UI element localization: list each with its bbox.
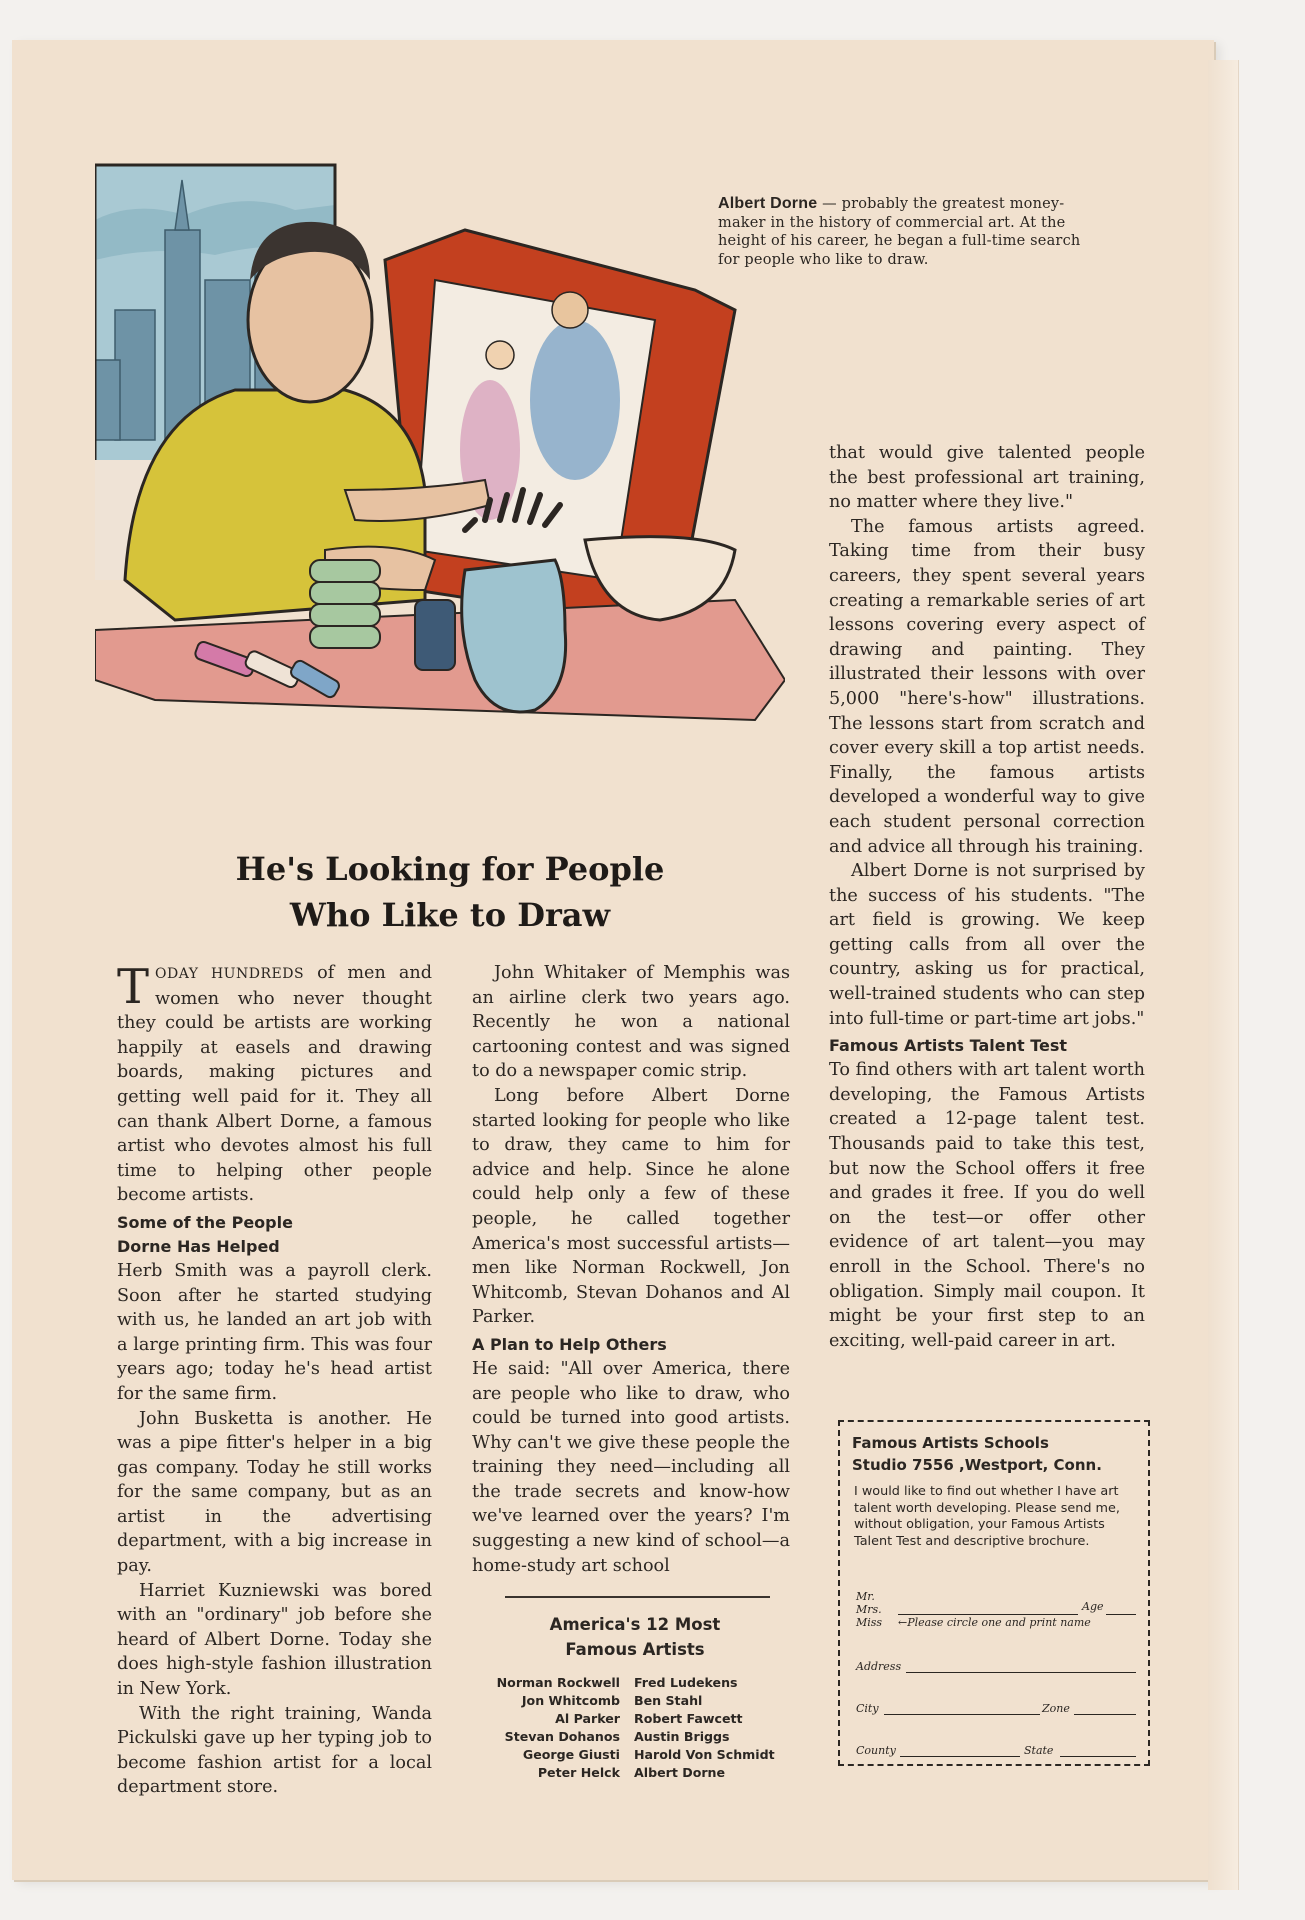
label-zone: Zone [1042, 1702, 1070, 1715]
label-county: County [856, 1744, 896, 1757]
paragraph-continued: that would give talented people the best professional art training, no matter where they live." [829, 443, 1145, 513]
city-field[interactable] [884, 1714, 1040, 1715]
state-field[interactable] [1060, 1756, 1136, 1757]
drop-cap: T [117, 959, 150, 1015]
address-field[interactable] [906, 1672, 1136, 1673]
famous-artists-list [470, 1674, 800, 1782]
artist-name: Norman Rockwell [496, 1675, 620, 1690]
paint-tins [310, 560, 380, 648]
article-column-1 [117, 961, 432, 1800]
coupon-title [852, 1432, 1102, 1476]
list-item [470, 1764, 800, 1782]
label-mr: Mr. [856, 1590, 875, 1603]
label-address: Address [856, 1660, 902, 1673]
paragraph-wanda: With the right training, Wanda Pickulski gave up her typing job to become fashion artist for a local department store. [117, 1703, 432, 1798]
subhead-plan: A Plan to Help Others [472, 1334, 667, 1354]
coupon-title-line-1: Famous Artists Schools [852, 1434, 1049, 1452]
headline [120, 846, 780, 938]
list-item [470, 1728, 800, 1746]
artist-name: Albert Dorne [634, 1765, 726, 1780]
famous-title-line-1: America's 12 Most [549, 1615, 721, 1634]
intro-rest: of men and women who never thought they could be artists are working happily at easels and drawing boards, making pictures and getting well paid for it. They all can thank Albert Dorne, a famous artist who devotes almost his full time to helping other people become artists. [117, 963, 432, 1206]
county-field[interactable] [900, 1756, 1020, 1757]
intro-paragraph [117, 961, 432, 1208]
artist-name: Stevan Dohanos [504, 1729, 620, 1744]
subhead-people-helped-line-2: Dorne Has Helped [117, 1236, 280, 1256]
paragraph-dorne-not-surprised: Albert Dorne is not surprised by the success of his students. "The art field is growing. We keep getting calls from all over the country, asking us for practical, well-trained students who can step into full-time or part-time art jobs." [829, 861, 1145, 1029]
paragraph-long-before: Long before Albert Dorne started looking for people who like to draw, they came to him for advice and help. Since he alone could help only a few of these people, he called together America's most successful artists—men like Norman Rockwell, Jon Whitcomb, Stevan Dohanos and Al Parker. [472, 1085, 790, 1328]
page-edge [1208, 60, 1239, 1890]
artist-name: Al Parker [555, 1711, 620, 1726]
paragraph-john-busketta: John Busketta is another. He was a pipe fitter's helper in a big gas company. Today he still works for the same company, but as an artist in the advertising department, with a big increase in pay. [117, 1408, 432, 1577]
artist-name: Robert Fawcett [634, 1711, 743, 1726]
coupon-title-line-2: Studio 7556 ,Westport, Conn. [852, 1456, 1102, 1474]
artist-illustration [95, 160, 785, 830]
artist-name: George Giusti [522, 1747, 620, 1762]
artist-name: Jon Whitcomb [521, 1693, 620, 1708]
list-item [470, 1674, 800, 1692]
headline-line-1: He's Looking for People [235, 850, 665, 888]
ink-bottle [415, 600, 455, 670]
artist-name: Austin Briggs [634, 1729, 730, 1744]
label-mrs: Mrs. [856, 1603, 882, 1616]
coupon-body: I would like to find out whether I have art talent worth developing. Please send me, without obligation, your Famous Artists Talent Test and descriptive brochure. [854, 1484, 1120, 1549]
subhead-talent-test: Famous Artists Talent Test [829, 1036, 1068, 1056]
mail-coupon[interactable] [838, 1420, 1150, 1766]
paragraph-harriet: Harriet Kuzniewski was bored with an "ordinary" job before she heard of Albert Dorne. Today she does high-style fashion illustration in New York. [117, 1580, 432, 1700]
lead-smallcaps: ODAY HUNDREDS [155, 966, 305, 982]
caption-name: Albert Dorne [718, 195, 818, 212]
famous-artists-title [480, 1612, 790, 1662]
label-city: City [856, 1702, 879, 1715]
artist-name: Harold Von Schmidt [634, 1747, 775, 1762]
list-item [470, 1692, 800, 1710]
caption-text: — probably the greatest money-maker in the history of commercial art. At the height of his career, he began a full-time search for people who like to draw. [718, 196, 1081, 268]
subhead-people-helped-line-1: Some of the People [117, 1212, 293, 1232]
subhead-people-helped [117, 1211, 432, 1259]
label-state: State [1024, 1744, 1054, 1757]
age-field[interactable] [1106, 1614, 1136, 1615]
artist-name: Fred Ludekens [634, 1675, 738, 1690]
headline-line-2: Who Like to Draw [289, 896, 611, 934]
list-item [470, 1710, 800, 1728]
paragraph-herb-smith: Herb Smith was a payroll clerk. Soon after he started studying with us, he landed an art job with a large printing firm. This was four years ago; today he's head artist for the same firm. [117, 1260, 432, 1404]
label-age: Age [1082, 1600, 1104, 1613]
paragraph-he-said: He said: "All over America, there are people who like to draw, who could be turned into good artists. Why can't we give these people the training they need—including all the trade secrets and know-how we've learned over the years? I'm suggesting a new kind of school—a home-study art school [472, 1358, 790, 1576]
divider-rule [505, 1596, 770, 1598]
article-column-2 [472, 961, 790, 1578]
list-item [470, 1746, 800, 1764]
paragraph-john-whitaker: John Whitaker of Memphis was an airline clerk two years ago. Recently he won a national cartooning contest and was signed to do a newspaper comic strip. [472, 963, 790, 1082]
artist-name: Ben Stahl [634, 1693, 703, 1708]
label-miss: Miss [856, 1616, 883, 1629]
illustration-caption [718, 195, 1098, 269]
name-field[interactable] [898, 1614, 1078, 1615]
paragraph-artists-agreed: The famous artists agreed. Taking time from their busy careers, they spent several years creating a remarkable series of art lessons covering every aspect of drawing and painting. They illustrated their lessons with over 5,000 "here's-how" illustrations. The lessons start from scratch and cover every skill a top artist needs. Finally, the famous artists developed a wonderful way to give each student personal correction and advice all through his training. [829, 516, 1145, 857]
artist-name: Peter Helck [537, 1765, 620, 1780]
zone-field[interactable] [1074, 1714, 1136, 1715]
famous-title-line-2: Famous Artists [565, 1640, 705, 1659]
article-column-3 [829, 441, 1145, 1353]
paragraph-talent-test: To find others with art talent worth developing, the Famous Artists created a 12-page talent test. Thousands paid to take this test, but now the School offers it free and grades it free. If you do well on the test—or offer other evidence of art talent—you may enroll in the School. There's no obligation. Simply mail coupon. It might be your first step to an exciting, well-paid career in art. [829, 1060, 1145, 1351]
circle-note: ←Please circle one and print name [898, 1616, 1091, 1629]
